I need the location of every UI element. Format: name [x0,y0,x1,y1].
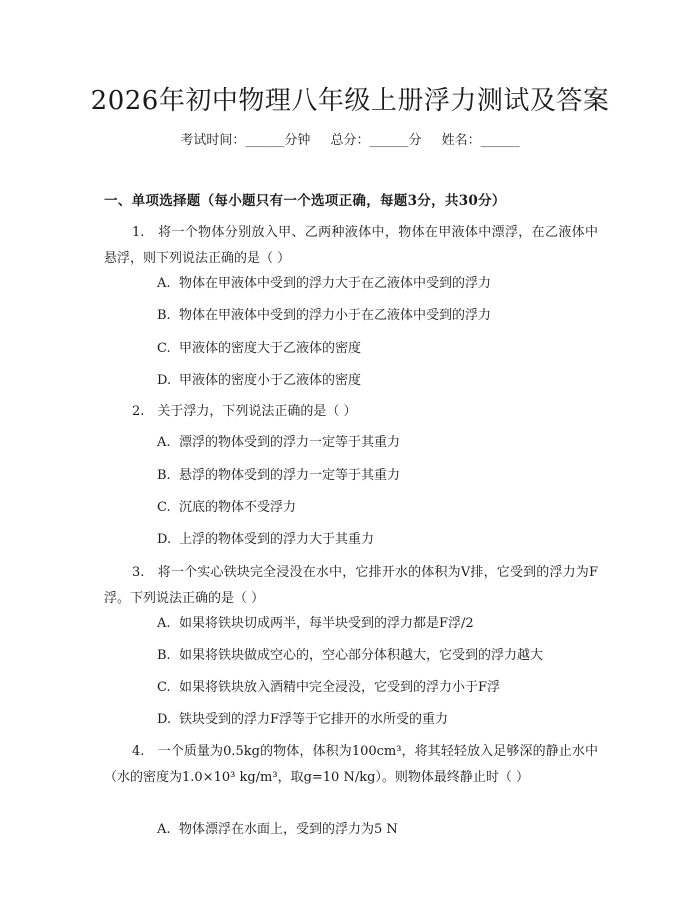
question-2-stem: 2. 关于浮力，下列说法正确的是（ ） [132,404,357,419]
question-2-option-d [157,531,374,549]
option-text: 甲液体的密度小于乙液体的密度 [179,373,362,388]
option-letter: D. [157,712,172,727]
question-1-option-c [157,340,361,358]
option-letter: B. [157,468,171,483]
question-3-option-c [157,679,500,697]
question-3-option-a [157,615,474,633]
option-text: 甲液体的密度大于乙液体的密度 [179,341,362,356]
question-2-option-c [157,499,296,517]
option-letter: D. [157,373,172,388]
option-letter: A. [157,435,171,450]
option-text: 悬浮的物体受到的浮力一定等于其重力 [179,468,401,483]
option-letter: C. [157,500,171,515]
option-text: 漂浮的物体受到的浮力一定等于其重力 [179,435,401,450]
option-letter: C. [157,680,171,695]
option-text: 铁块受到的浮力F浮等于它排开的水所受的重力 [179,712,449,727]
question-1-stem: 1. 将一个物体分别放入甲、乙两种液体中，物体在甲液体中漂浮，在乙液体中悬浮，则下列说法正确的是（ ） [104,225,598,266]
student-name-field: 姓名：______ [441,133,520,148]
option-letter: D. [157,532,172,547]
option-text: 上浮的物体受到的浮力大于其重力 [179,532,375,547]
section-heading: 一、单项选择题（每小题只有一个选项正确，每题3分，共30分） [104,193,506,209]
option-letter: B. [157,308,171,323]
question-3-stem: 3. 将一个实心铁块完全浸没在水中，它排开水的体积为V排，它受到的浮力为F浮。下列说法正确的是（ ） [104,565,598,606]
option-letter: A. [157,616,171,631]
option-text: 如果将铁块放入酒精中完全浸没，它受到的浮力小于F浮 [179,680,501,695]
option-letter: C. [157,341,171,356]
option-text: 物体在甲液体中受到的浮力大于在乙液体中受到的浮力 [179,276,492,291]
option-letter: B. [157,648,171,663]
question-1-option-b [157,307,491,325]
option-letter: A. [157,276,171,291]
question-4-stem: 4. 一个质量为0.5kg的物体，体积为100cm³，将其轻轻放入足够深的静止水中（水的密度为1.0×10³ kg/m³，取g=10 N/kg）。则物体最终静止时（ ） [104,744,598,785]
option-text: 物体漂浮在水面上，受到的浮力为5 N [179,822,398,837]
option-text: 如果将铁块切成两半，每半块受到的浮力都是F浮/2 [179,616,474,631]
option-text: 物体在甲液体中受到的浮力小于在乙液体中受到的浮力 [179,308,492,323]
question-1-option-a [157,275,491,293]
option-text: 沉底的物体不受浮力 [179,500,297,515]
exam-meta-line [0,132,700,150]
question-3-option-b [157,647,543,665]
document-title: 2026年初中物理八年级上册浮力测试及答案 [90,86,610,116]
question-1-option-d [157,372,361,390]
question-2-option-a [157,434,400,452]
option-letter: A. [157,822,171,837]
total-score-field: 总分：______分 [330,133,422,148]
question-4-option-a [157,821,398,839]
option-text: 如果将铁块做成空心的，空心部分体积越大，它受到的浮力越大 [179,648,544,663]
question-2-option-b [157,467,400,485]
question-3-option-d [157,711,448,729]
exam-time-field: 考试时间：______分钟 [180,133,311,148]
